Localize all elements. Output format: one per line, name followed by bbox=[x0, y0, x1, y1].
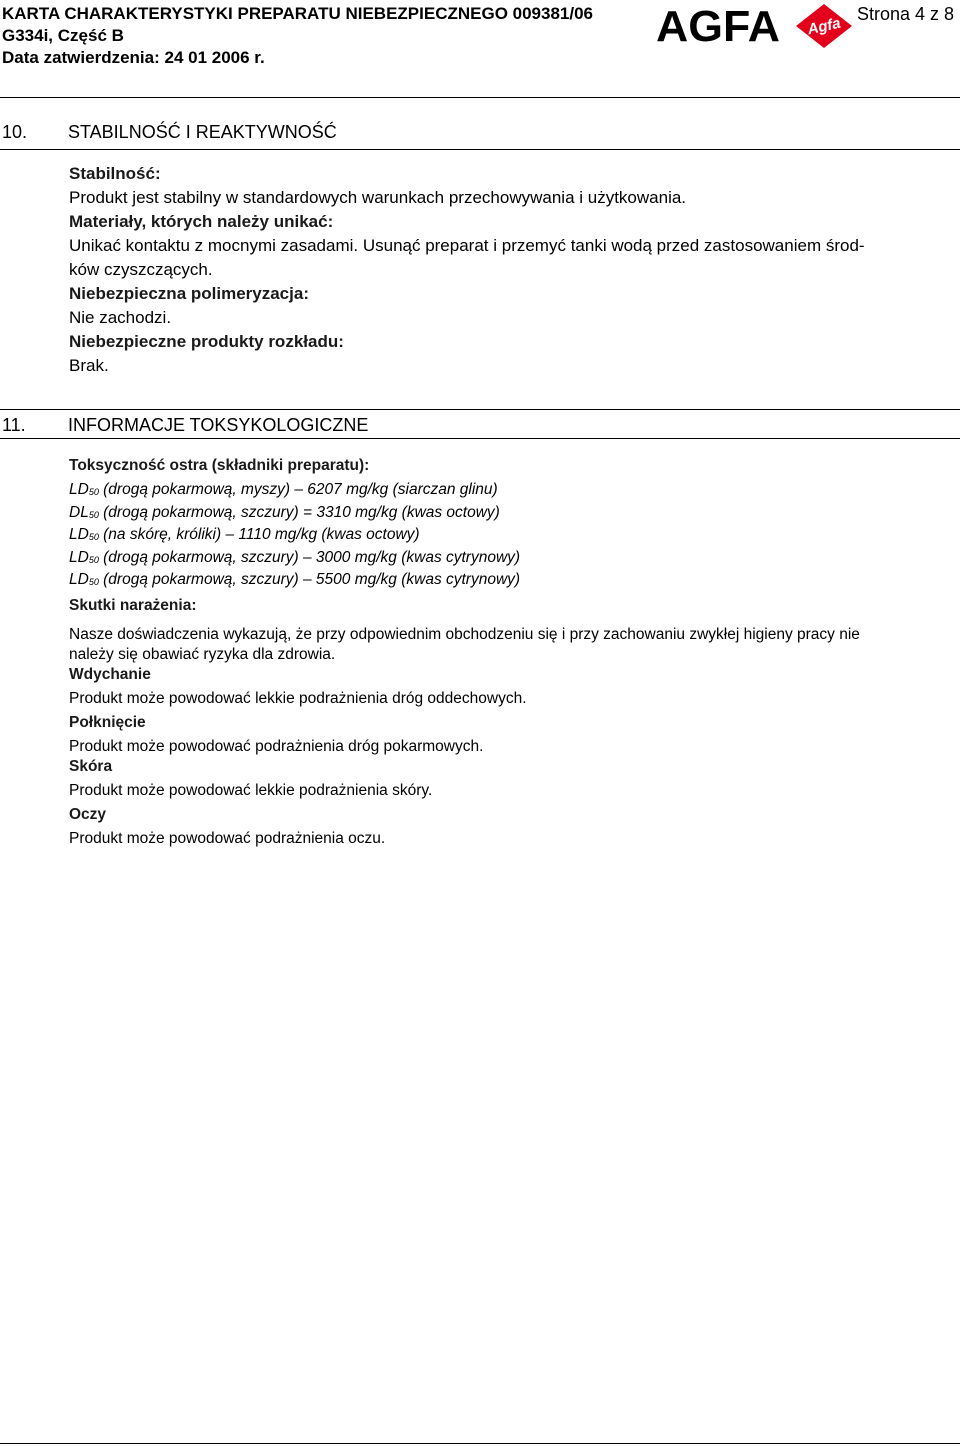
agfa-wordmark-text: AGFA bbox=[656, 6, 780, 44]
ld50-list bbox=[69, 480, 949, 593]
section-11-title: INFORMACJE TOKSYKOLOGICZNE bbox=[68, 415, 369, 435]
product-code: G334i, Część B bbox=[2, 26, 124, 45]
exposure-effects-label: Skutki narażenia: bbox=[69, 596, 197, 614]
ld50-prefix: LD bbox=[69, 548, 89, 566]
decomposition-label: Niebezpieczne produkty rozkładu: bbox=[69, 332, 344, 351]
section-10-divider bbox=[0, 149, 960, 150]
polymerization-label: Niebezpieczna polimeryzacja: bbox=[69, 284, 309, 303]
footer-divider bbox=[0, 1443, 960, 1444]
avoid-materials-label: Materiały, których należy unikać: bbox=[69, 212, 334, 231]
section-11-top-divider bbox=[0, 409, 960, 410]
document-title: KARTA CHARAKTERYSTYKI PREPARATU NIEBEZPIECZNEGO 009381/06 bbox=[2, 4, 594, 23]
eyes-text: Produkt może powodować podrażnienia oczu. bbox=[69, 829, 386, 847]
stability-text: Produkt jest stabilny w standardowych warunkach przechowywania i użytkowania. bbox=[69, 188, 687, 207]
agfa-wordmark-logo bbox=[656, 6, 782, 49]
ld50-subscript: 50 bbox=[88, 577, 99, 587]
ld50-text: (drogą pokarmową, myszy) – 6207 mg/kg (siarczan glinu) bbox=[98, 481, 498, 498]
section-11-number: 11. bbox=[2, 415, 26, 435]
ld50-item bbox=[69, 480, 949, 503]
document-header bbox=[2, 3, 593, 69]
skin-text: Produkt może powodować lekkie podrażnienia skóry. bbox=[69, 781, 433, 799]
section-11-body bbox=[69, 456, 949, 849]
ld50-item bbox=[69, 525, 949, 548]
section-10-title: STABILNOŚĆ I REAKTYWNOŚĆ bbox=[68, 122, 337, 142]
section-10-number: 10. bbox=[2, 122, 28, 142]
ld50-prefix: DL bbox=[69, 503, 89, 521]
ld50-subscript: 50 bbox=[88, 487, 99, 497]
ld50-prefix: LD bbox=[69, 526, 89, 543]
avoid-materials-text-line-1: Unikać kontaktu z mocnymi zasadami. Usunąć preparat i przemyć tanki wodą przed zastosowaniem środ- bbox=[69, 236, 865, 255]
ld50-subscript: 50 bbox=[88, 509, 99, 520]
header-divider bbox=[0, 97, 960, 98]
decomposition-text: Brak. bbox=[69, 356, 109, 375]
section-11-heading bbox=[2, 414, 368, 436]
ld50-subscript: 50 bbox=[88, 532, 99, 542]
ld50-subscript: 50 bbox=[88, 554, 99, 565]
eyes-label: Oczy bbox=[69, 805, 107, 823]
exposure-effects-text-line-2: należy się obawiać ryzyka dla zdrowia. bbox=[69, 645, 336, 663]
ld50-text: (drogą pokarmową, szczury) = 3310 mg/kg (kwas octowy) bbox=[98, 503, 500, 521]
inhalation-text: Produkt może powodować lekkie podrażnienia dróg oddechowych. bbox=[69, 689, 527, 707]
ingestion-label: Połknięcie bbox=[69, 713, 146, 731]
section-11-divider bbox=[0, 438, 960, 439]
section-10-heading bbox=[2, 121, 337, 143]
ld50-prefix: LD bbox=[69, 481, 89, 498]
badge-text: Agfa bbox=[806, 14, 843, 39]
ld50-prefix: LD bbox=[69, 571, 89, 588]
ld50-item bbox=[69, 570, 949, 593]
ingestion-text: Produkt może powodować podrażnienia dróg pokarmowych. bbox=[69, 737, 484, 755]
skin-label: Skóra bbox=[69, 757, 113, 775]
agfa-rhombus-logo bbox=[794, 3, 854, 54]
ld50-text: (drogą pokarmową, szczury) – 3000 mg/kg (kwas cytrynowy) bbox=[98, 548, 521, 566]
approval-date: Data zatwierdzenia: 24 01 2006 r. bbox=[2, 48, 265, 67]
ld50-item bbox=[69, 548, 949, 571]
ld50-item bbox=[69, 503, 949, 526]
polymerization-text: Nie zachodzi. bbox=[69, 308, 172, 327]
ld50-text: (drogą pokarmową, szczury) – 5500 mg/kg (kwas cytrynowy) bbox=[98, 571, 521, 588]
page-number: Strona 4 z 8 bbox=[856, 4, 954, 24]
avoid-materials-text-line-2: ków czyszczących. bbox=[69, 260, 213, 279]
section-10-body bbox=[69, 162, 949, 378]
acute-toxicity-label: Toksyczność ostra (składniki preparatu): bbox=[69, 457, 370, 474]
ld50-text: (na skórę, króliki) – 1110 mg/kg (kwas octowy) bbox=[98, 526, 420, 543]
stability-label: Stabilność: bbox=[69, 164, 161, 183]
exposure-effects-text-line-1: Nasze doświadczenia wykazują, że przy odpowiednim obchodzeniu się i przy zachowaniu zwykłej higieny pracy nie bbox=[69, 625, 860, 643]
inhalation-label: Wdychanie bbox=[69, 665, 151, 683]
